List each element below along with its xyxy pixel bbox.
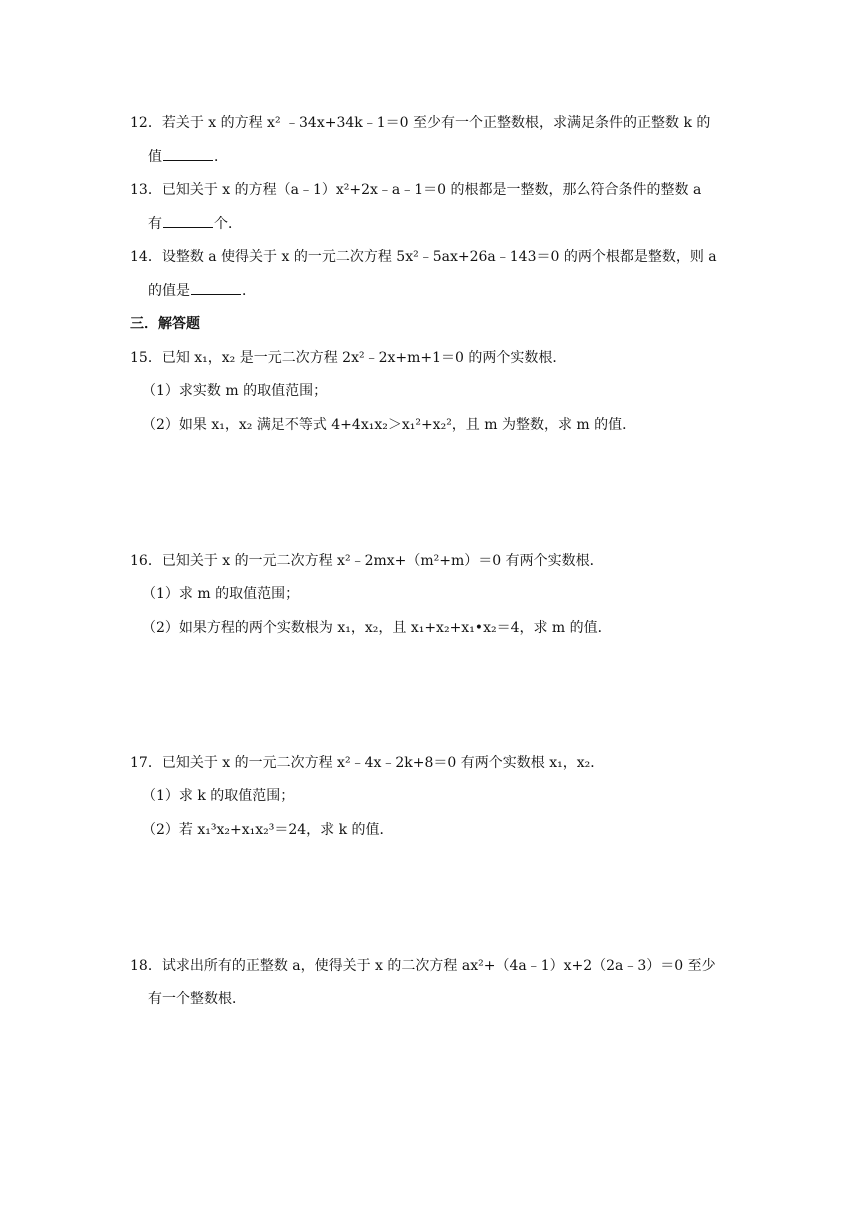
problem-18-line-1: 18．试求出所有的正整数 a，使得关于 x 的二次方程 ax²+（4a﹣1）x+2（2a﹣3）＝0 至少	[130, 958, 716, 974]
answer-blank-14	[191, 280, 241, 295]
problem-15-part-1: （1）求实数 m 的取值范围；	[142, 383, 328, 399]
question-13-line-1: 13．已知关于 x 的方程（a﹣1）x²+2x﹣a﹣1＝0 的根都是一整数，那么符合条件的整数 a	[130, 182, 702, 198]
answer-blank-13	[163, 213, 213, 228]
question-13-prefix: 有	[148, 216, 162, 232]
question-12-line-2	[148, 146, 228, 167]
problem-15-part-2: （2）如果 x₁，x₂ 满足不等式 4+4x₁x₂＞x₁²+x₂²，且 m 为整数，求 m 的值．	[142, 417, 637, 433]
question-13-suffix: 个．	[214, 216, 242, 232]
question-12-line-1: 12．若关于 x 的方程 x² ﹣34x+34k﹣1＝0 至少有一个正整数根，求满足条件的正整数 k 的	[130, 115, 711, 131]
problem-16-part-1: （1）求 m 的取值范围；	[142, 586, 300, 602]
problem-16-part-2: （2）如果方程的两个实数根为 x₁，x₂，且 x₁+x₂+x₁•x₂＝4，求 m 的值．	[142, 620, 612, 636]
problem-18-line-2: 有一个整数根．	[148, 991, 246, 1007]
question-14-prefix: 的值是	[148, 283, 190, 299]
problem-16-title: 16．已知关于 x 的一元二次方程 x²﹣2mx+（m²+m）＝0 有两个实数根．	[130, 553, 604, 569]
question-14-suffix: ．	[242, 283, 256, 299]
question-14-line-2	[148, 280, 256, 301]
problem-17-part-1: （1）求 k 的取值范围；	[142, 788, 295, 804]
problem-17-part-2: （2）若 x₁³x₂+x₁x₂³＝24，求 k 的值．	[142, 822, 394, 838]
question-14-line-1: 14．设整数 a 使得关于 x 的一元二次方程 5x²﹣5ax+26a﹣143＝0 的两个根都是整数，则 a	[130, 249, 717, 265]
answer-blank-12	[163, 146, 213, 161]
problem-15-title: 15．已知 x₁，x₂ 是一元二次方程 2x²﹣2x+m+1＝0 的两个实数根．	[130, 350, 567, 366]
question-12-prefix: 值	[148, 149, 162, 165]
question-12-suffix: ．	[214, 149, 228, 165]
problem-17-title: 17．已知关于 x 的一元二次方程 x²﹣4x﹣2k+8＝0 有两个实数根 x₁，x₂．	[130, 755, 605, 771]
section-heading: 三．解答题	[130, 316, 200, 332]
question-13-line-2	[148, 213, 242, 234]
